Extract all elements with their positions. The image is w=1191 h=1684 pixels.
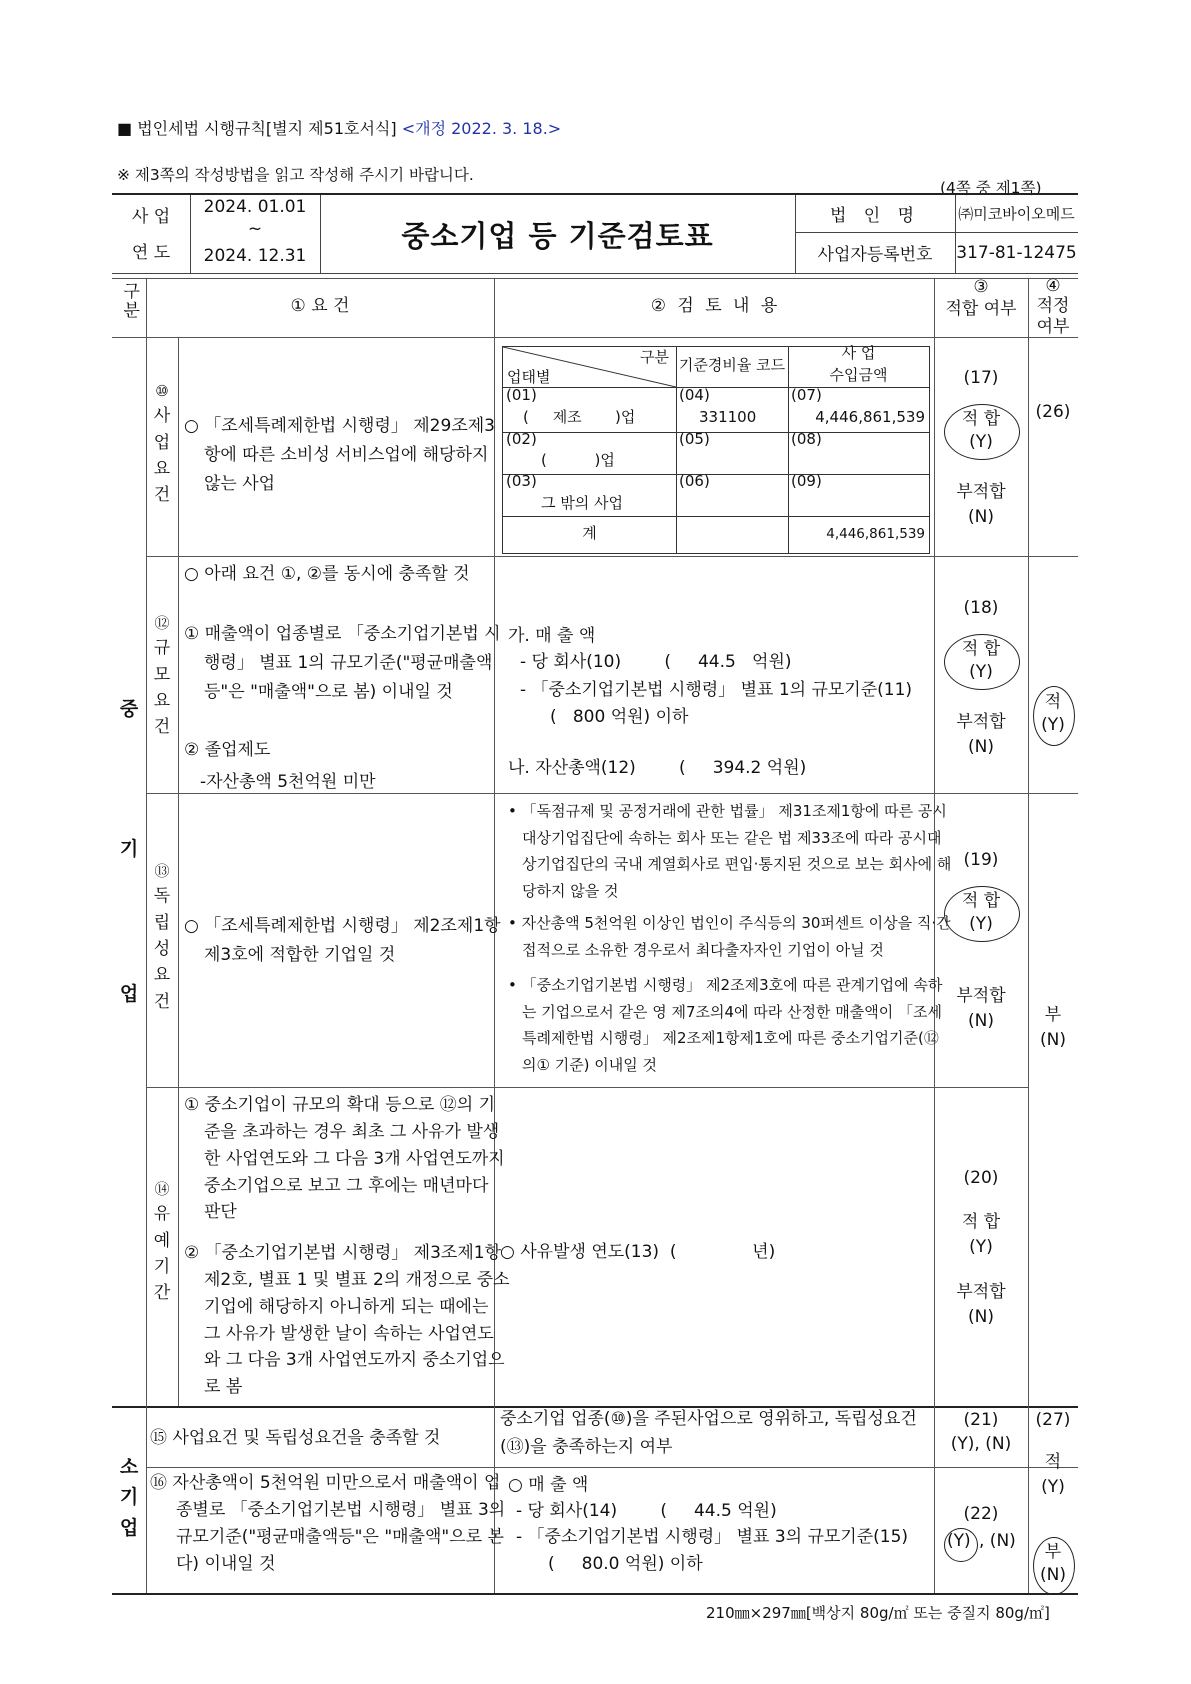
col-requirement: ① 요 건: [290, 296, 350, 316]
sub-h-biz: 업태별: [507, 368, 551, 386]
sub-r1-no: (01): [506, 386, 537, 404]
grace-rev: ○ 사유발생 연도(13) ( 년): [500, 1242, 776, 1262]
group-sme: 중 기 업: [119, 698, 139, 1005]
page-number: (4쪽 중 제1쪽): [940, 179, 1042, 197]
grace-req-1: ① 중소기업이 규모의 확대 등으로 ⑫의 기준을 초과하는 경우 최초 그 사유가 발생한 사업연도와 그 다음 3개 사업연도까지 중소기업으로 보고 그 후에는 매년마다 판단: [184, 1095, 505, 1223]
label-grace-period: ⑭ 유 예 기 간: [153, 1180, 171, 1304]
revision-date: <개정 2022. 3. 18.>: [401, 119, 562, 138]
sub-r1-amt: 4,446,861,539: [815, 408, 925, 426]
small-rev-2-3: - 「중소기업기본법 시행령」 별표 3의 규모기준(15): [516, 1527, 909, 1547]
form-number-text: ■ 법인세법 시행규칙[별지 제51호서식]: [117, 119, 397, 138]
header-block: [112, 193, 1078, 274]
scale-req-3: ② 졸업제도: [184, 740, 271, 760]
sub-r1-name: ( 제조 )업: [523, 408, 636, 426]
scale-rev-4: ( 800 억원) 이하: [550, 707, 689, 727]
sub-h-income: 사 업 수입금액: [829, 344, 888, 384]
fit-20-yes: 적 합 (Y): [961, 1212, 1001, 1257]
col-review: ② 검 토 내 용: [650, 296, 778, 316]
scale-rev-1: 가. 매 출 액: [508, 626, 596, 646]
fit-22-yes: (Y): [947, 1531, 971, 1551]
small-rev-1: 중소기업 업종(⑩)을 주된사업으로 영위하고, 독립성요건(⑬)을 충족하는지 여부: [500, 1409, 917, 1457]
sub-r2-no: (02): [506, 430, 537, 448]
sub-r1-code-no: (04): [679, 386, 710, 404]
proper-yes: 적 (Y): [1041, 692, 1065, 735]
proper-28-no: 부 (N): [1040, 1542, 1066, 1585]
business-req-text: ○ 「조세특례제한법 시행령」 제29조제3항에 따른 소비성 서비스업에 해당하지 않는 사업: [184, 416, 495, 494]
fit-18-yes: 적 합 (Y): [961, 639, 1001, 682]
business-type-table: [502, 346, 930, 554]
label-independence-req: ⑬ 독 립 성 요 건: [153, 862, 171, 1012]
sub-h-code: 기준경비율 코드: [678, 356, 786, 374]
year-label-1: 사 업: [131, 207, 171, 227]
group-small: 소 기 업: [119, 1456, 139, 1539]
fit-17-no: (17): [963, 368, 999, 388]
fit-20-no-option: 부적합 (N): [956, 1282, 1006, 1327]
form-number: [117, 116, 561, 139]
sub-r2-code-no: (05): [679, 430, 710, 448]
col-proper-label: 적정 여부: [1036, 296, 1070, 337]
period-start: 2024. 01.01: [203, 197, 307, 217]
col-gubun-label: 구분: [119, 282, 140, 320]
small-rev-2-4: ( 80.0 억원) 이하: [548, 1554, 703, 1574]
form-title: 중소기업 등 기준검토표: [401, 218, 714, 253]
fit-20-no: (20): [963, 1168, 999, 1188]
fit-19-no-option: 부적합 (N): [956, 986, 1006, 1031]
fit-19-yes: 적 합 (Y): [961, 891, 1001, 934]
small-req-1: ⑮ 사업요건 및 독립성요건을 충족할 것: [150, 1428, 441, 1448]
independence-rev-1: • 「독점규제 및 공정거래에 관한 법률」 제31조제1항에 따른 공시대상기업집단에 속하는 회사 또는 같은 법 제33조에 따라 공시대상기업집단의 국내 계열회사로 편입·통지된 것으로 보는 회사에 해당하지 않을 것: [508, 802, 952, 901]
scale-req-2: ① 매출액이 업종별로 「중소기업기본법 시행령」 별표 1의 규모기준("평균매출액등"은 "매출액"으로 봄) 이내일 것: [184, 624, 501, 702]
sub-r3-name: 그 밖의 사업: [541, 494, 623, 512]
sub-total-amt: 4,446,861,539: [826, 526, 925, 542]
scale-rev-3: - 「중소기업기본법 시행령」 별표 1의 규모기준(11): [520, 680, 913, 700]
proper-27-yes: 적 (Y): [1041, 1452, 1065, 1497]
corp-name: ㈜미코바이오메드: [958, 205, 1075, 223]
sub-r1-amt-no: (07): [791, 386, 822, 404]
label-business-req: ⑩ 사 업 요 건: [153, 382, 171, 506]
proper-26-no: (26): [1035, 402, 1071, 422]
col-gubun: [112, 282, 146, 320]
sub-r3-code-no: (06): [679, 472, 710, 490]
fit-17-yes: 적 합 (Y): [961, 409, 1001, 452]
independence-rev-2: • 자산총액 5천억원 이상인 법인이 주식등의 30퍼센트 이상을 직·간접적으로 소유한 경우로서 최다출자자인 기업이 아닐 것: [508, 914, 951, 959]
independence-req-text: ○ 「조세특례제한법 시행령」 제2조제1항제3호에 적합한 기업일 것: [184, 916, 501, 965]
corp-name-label: 법 인 명: [829, 206, 921, 226]
sub-r1-code: 331100: [699, 408, 757, 426]
col-fit-label: 적합 여부: [945, 299, 1017, 320]
scale-req-4: -자산총액 5천억원 미만: [200, 772, 376, 792]
proper-no: 부 (N): [1040, 1005, 1066, 1050]
col-proper: [1028, 276, 1078, 337]
col-fit-number: ③: [973, 277, 989, 297]
grace-req-2: ② 「중소기업기본법 시행령」 제3조제1항제2호, 별표 1 및 별표 2의 개정으로 중소기업에 해당하지 아니하게 되는 때에는 그 사유가 발생한 날이 속하는 사업연도와 그 다음 3개 사업연도까지 중소기업으로 봄: [184, 1243, 510, 1398]
bizno-label: 사업자등록번호: [817, 245, 933, 265]
scale-rev-2: - 당 회사(10) ( 44.5 억원): [520, 652, 792, 672]
fit-21: (21) (Y), (N): [950, 1410, 1012, 1454]
sub-r2-amt-no: (08): [791, 430, 822, 448]
fit-18-no: (18): [963, 598, 999, 618]
col-proper-number: ④: [1045, 276, 1061, 296]
scale-req-1: ○ 아래 요건 ①, ②를 동시에 충족할 것: [184, 564, 470, 584]
period-end: 2024. 12.31: [203, 246, 307, 266]
sub-total-label: 계: [582, 524, 597, 542]
sub-r3-no: (03): [506, 472, 537, 490]
fit-22-no-option: , (N): [979, 1531, 1016, 1551]
bizno: 317-81-12475: [956, 242, 1077, 263]
small-rev-2-2: - 당 회사(14) ( 44.5 억원): [516, 1501, 777, 1521]
fit-17-no-option: 부적합 (N): [956, 482, 1006, 527]
small-rev-2-1: ○ 매 출 액: [508, 1475, 589, 1495]
year-label-2: 연 도: [131, 243, 171, 263]
independence-rev-3: • 「중소기업기본법 시행령」 제2조제3호에 따른 관계기업에 속하는 기업으로서 같은 영 제7조의4에 따라 산정한 매출액이 「조세특례제한법 시행령」 제2조제1항제1호에 따른 중소기업기준(⑫의① 기준) 이내일 것: [508, 976, 943, 1075]
period-tilde: ~: [247, 219, 263, 239]
notice: ※ 제3쪽의 작성방법을 읽고 작성해 주시기 바랍니다.: [117, 166, 474, 184]
sub-r2-name: ( )업: [541, 451, 615, 469]
fit-22-no: (22): [963, 1504, 999, 1524]
sub-h-gubun: 구분: [640, 348, 669, 366]
fit-18-no-option: 부적합 (N): [956, 712, 1006, 757]
col-fit: [934, 276, 1028, 320]
fit-19-no: (19): [963, 850, 999, 870]
sub-r3-amt-no: (09): [791, 472, 822, 490]
proper-27-no: (27): [1035, 1410, 1071, 1430]
scale-rev-5: 나. 자산총액(12) ( 394.2 억원): [508, 758, 807, 778]
paper-spec: 210㎜×297㎜[백상지 80g/㎡ 또는 중질지 80g/㎡]: [706, 1604, 1050, 1622]
label-scale-req: ⑫ 규 모 요 건: [153, 614, 171, 738]
small-req-2: ⑯ 자산총액이 5천억원 미만으로서 매출액이 업종별로 「중소기업기본법 시행령」 별표 3의 규모기준("평균매출액등"은 "매출액"으로 본다) 이내일 것: [150, 1473, 506, 1574]
